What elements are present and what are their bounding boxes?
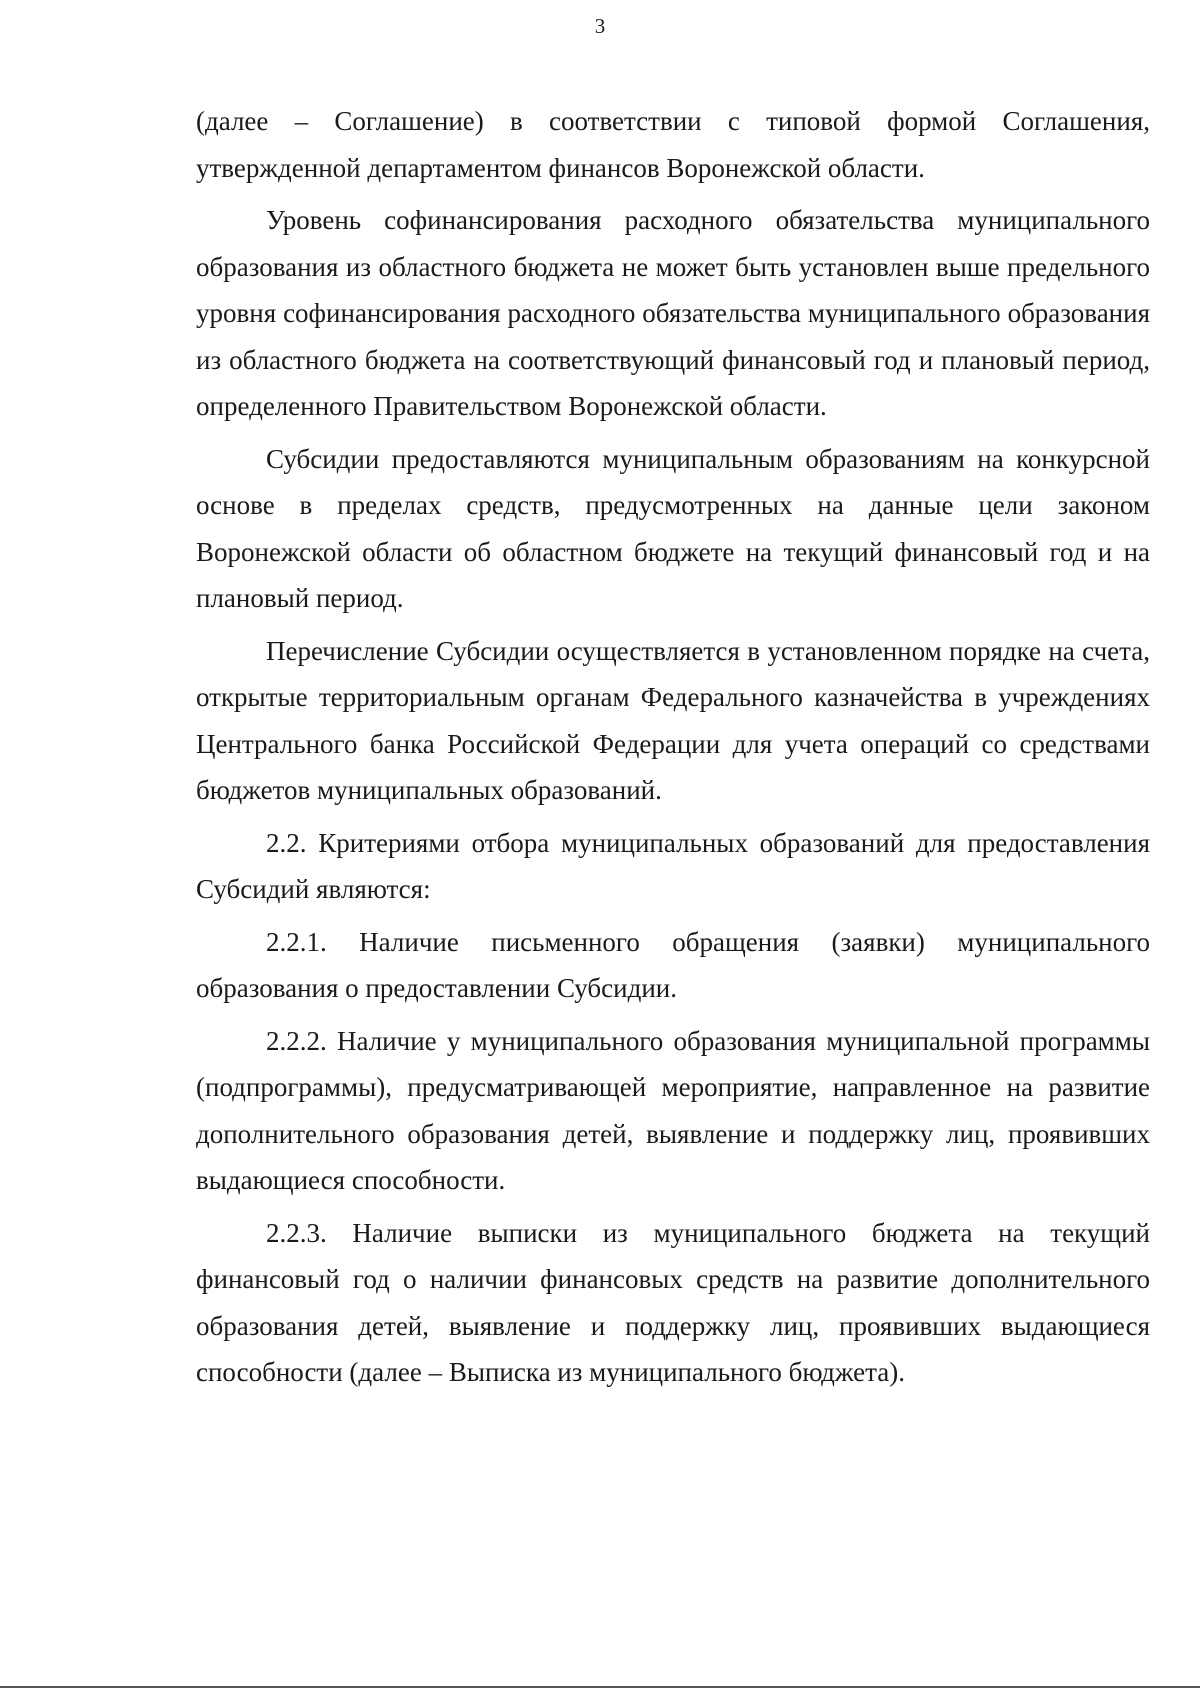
paragraph-criterion-2-2-3: 2.2.3. Наличие выписки из муниципального бюджета на текущий финансовый год о наличии финансовых средств на развитие дополнительного образования детей, выявление и поддержку лиц, проявивших выдающиеся способности (далее – Выписка из муниципального бюджета). <box>196 1217 1150 1387</box>
paragraph-selection-criteria: 2.2. Критериями отбора муниципальных образований для предоставления Субсидий являются: <box>196 827 1150 904</box>
page-bottom-rule <box>0 1686 1200 1688</box>
paragraph-subsidies-provision: Субсидии предоставляются муниципальным образованиям на конкурсной основе в пределах средств, предусмотренных на данные цели законом Воронежской области об областном бюджете на текущий финансовый год и на плановый период. <box>196 443 1150 613</box>
paragraph-criterion-2-2-2: 2.2.2. Наличие у муниципального образования муниципальной программы (подпрограммы), предусматривающей мероприятие, направленное на развитие дополнительного образования детей, выявление и поддержку лиц, проявивших выдающиеся способности. <box>196 1025 1150 1195</box>
paragraph-agreement-reference: (далее – Соглашение) в соответствии с типовой формой Соглашения, утвержденной департаментом финансов Воронежской области. <box>196 106 1150 183</box>
paragraph-subsidy-transfer: Перечисление Субсидии осуществляется в установленном порядке на счета, открытые территориальным органам Федерального казначейства в учреждениях Центрального банка Российской Федерации для учета операций со средствами бюджетов муниципальных образований. <box>196 635 1150 805</box>
page-number: 3 <box>594 14 606 38</box>
document-body <box>196 98 1150 1402</box>
paragraph-cofinancing-level: Уровень софинансирования расходного обязательства муниципального образования из областного бюджета не может быть установлен выше предельного уровня софинансирования расходного обязательства муниципального образования из областного бюджета на соответствующий финансовый год и плановый период, определенного Правительством Воронежской области. <box>196 205 1150 421</box>
paragraph-criterion-2-2-1: 2.2.1. Наличие письменного обращения (заявки) муниципального образования о предоставлении Субсидии. <box>196 926 1150 1003</box>
